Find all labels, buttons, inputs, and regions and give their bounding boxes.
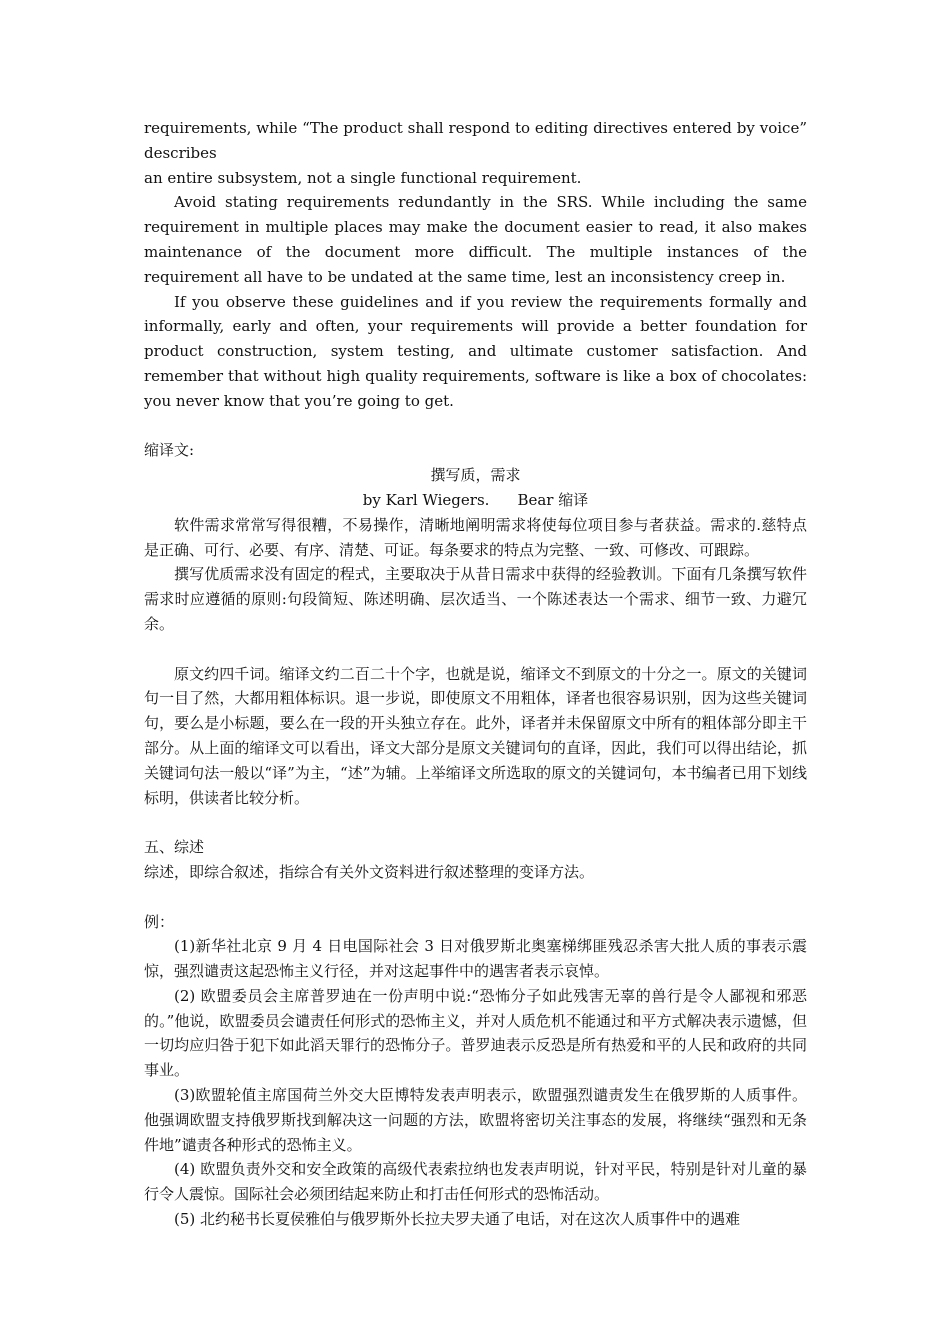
summary-byline	[144, 488, 807, 513]
section-5-definition: 综述，即综合叙述，指综合有关外文资料进行叙述整理的变译方法。	[144, 862, 595, 881]
document-page	[144, 116, 807, 1232]
spacer	[144, 885, 807, 910]
summary-title: 撰写质，需求	[430, 466, 521, 485]
spacer	[144, 637, 807, 662]
example-item-5: (5) 北约秘书长夏侯雅伯与俄罗斯外长拉夫罗夫通了电话，对在这次人质事件中的遇难	[174, 1210, 741, 1229]
example-label: 例：	[144, 912, 175, 931]
english-paragraph-3: If you observe these guidelines and if you review the requirements formally and informally, early and often, your requirements will provide a better foundation for product construction, system testing, and ultimate customer satisfaction. And remember that without high quality requirements, software is like a box of chocolates: you never know that you’re going to get.	[144, 292, 807, 410]
english-paragraph-2: Avoid stating requirements redundantly in the SRS. While including the same requirement in multiple places may make the document easier to read, it also makes maintenance of the document more difficult. The multiple instances of the requirement all have to be undated at the same time, lest an inconsistency creep in.	[144, 193, 807, 286]
english-paragraph-1-line-2: an entire subsystem, not a single functional requirement.	[144, 168, 582, 187]
summary-label: 缩译文:	[144, 441, 195, 460]
example-item-2: (2) 欧盟委员会主席普罗迪在一份声明中说:“恐怖分子如此残害无辜的兽行是令人鄙视和邪恶的。”他说，欧盟委员会谴责任何形式的恐怖主义，并对人质危机不能通过和平方式解决表示遗憾，但一切均应归咎于犯下如此滔天罪行的恐怖分子。普罗迪表示反恐是所有热爱和平的人民和政府的共同事业。	[144, 986, 807, 1080]
example-item-1: (1)新华社北京 9 月 4 日电国际社会 3 日对俄罗斯北奥塞梯绑匪残忍杀害大批人质的事表示震惊，强烈谴责这起恐怖主义行径，并对这起事件中的遇害者表示哀悼。	[144, 937, 807, 981]
byline-author: by Karl Wiegers.	[362, 490, 490, 509]
analysis-paragraph: 原文约四千词。缩译文约二百二十个字，也就是说，缩译文不到原文的十分之一。原文的关键词句一目了然，大都用粗体标识。退一步说，即使原文不用粗体，译者也很容易识别，因为这些关键词句，要么是小标题，要么在一段的开头独立存在。此外，译者并未保留原文中所有的粗体部分即主干部分。从上面的缩译文可以看出，译文大部分是原文关键词句的直译，因此，我们可以得出结论，抓关键词句法一般以“译”为主，“述”为辅。上举缩译文所选取的原文的关键词句，本书编者已用下划线标明，供读者比较分析。	[144, 664, 807, 807]
spacer	[144, 810, 807, 835]
summary-paragraph-2: 撰写优质需求没有固定的程式，主要取决于从昔日需求中获得的经验教训。下面有几条撰写软件需求时应遵循的原则:句段简短、陈述明确、层次适当、一个陈述表达一个需求、细节一致、力避冗余。	[144, 565, 807, 633]
byline-translator: Bear 缩译	[517, 490, 589, 509]
summary-paragraph-1: 软件需求常常写得很糟，不易操作，清晰地阐明需求将使每位项目参与者获益。需求的.慈特点是正确、可行、必要、有序、清楚、可证。每条要求的特点为完整、一致、可修改、可跟踪。	[144, 515, 807, 559]
english-paragraph-1-line-1: requirements, while “The product shall respond to editing directives entered by voice” describes	[144, 119, 807, 162]
example-item-3: (3)欧盟轮值主席国荷兰外交大臣博特发表声明表示，欧盟强烈谴责发生在俄罗斯的人质事件。他强调欧盟支持俄罗斯找到解决这一问题的方法，欧盟将密切关注事态的发展，将继续“强烈和无条件地”谴责各种形式的恐怖主义。	[144, 1086, 807, 1154]
example-item-4: (4) 欧盟负责外交和安全政策的高级代表索拉纳也发表声明说，针对平民，特别是针对儿童的暴行令人震惊。国际社会必须团结起来防止和打击任何形式的恐怖活动。	[144, 1160, 807, 1204]
section-5-heading: 五、综述	[144, 838, 205, 857]
spacer	[144, 414, 807, 439]
